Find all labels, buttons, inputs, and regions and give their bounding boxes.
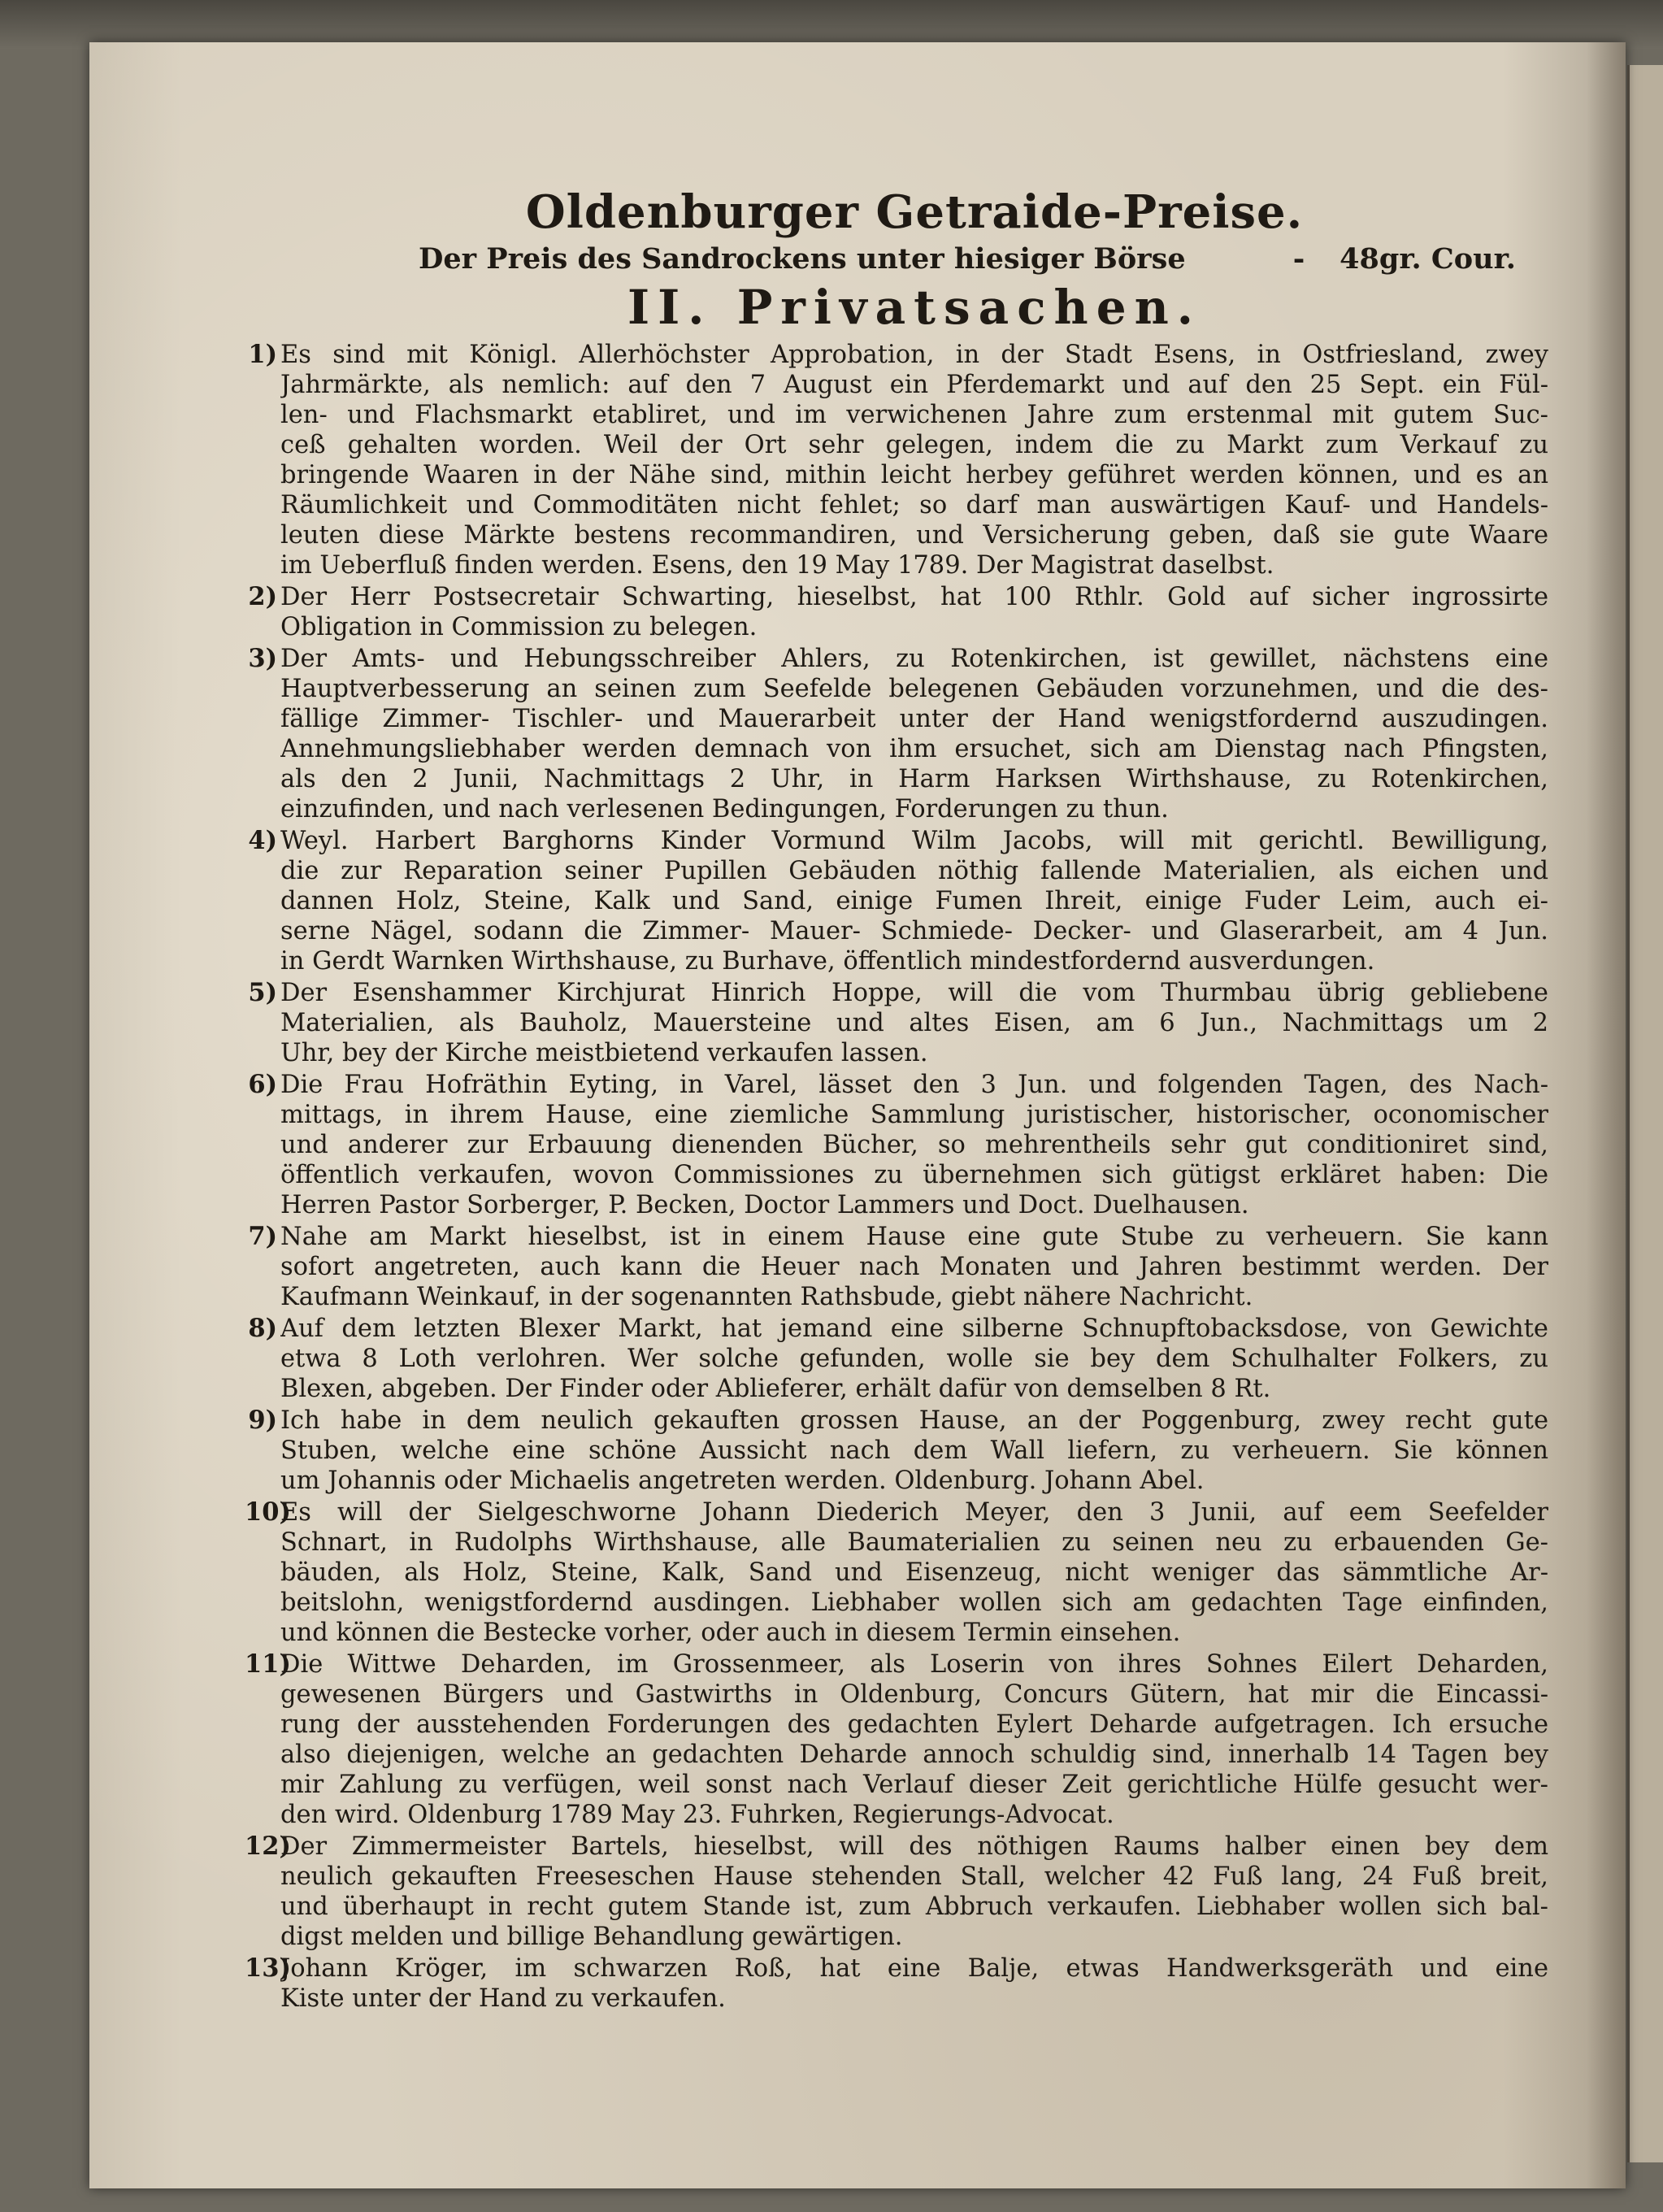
notice-text-line: mir Zahlung zu verfügen, weil sonst nach Verlauf dieser Zeit gerichtliche Hülfe gesucht wer- bbox=[280, 1771, 1548, 1799]
notice-text-line: Blexen, abgeben. Der Finder oder Ablieferer, erhält dafür von demselben 8 Rt. bbox=[280, 1375, 1271, 1403]
notice-text-line: sofort angetreten, auch kann die Heuer nach Monaten und Jahren bestimmt werden. Der bbox=[280, 1253, 1548, 1281]
notice-text-line: und können die Bestecke vorher, oder auch in diesem Termin einsehen. bbox=[280, 1619, 1181, 1647]
notice-item bbox=[245, 1953, 1548, 2014]
notice-number: 12) bbox=[245, 1832, 291, 1861]
notice-text-line: Uhr, bey der Kirche meistbietend verkaufen lassen. bbox=[280, 1039, 928, 1067]
notice-text-line: Nahe am Markt hieselbst, ist in einem Hause eine gute Stube zu verheuern. Sie kann bbox=[280, 1223, 1548, 1251]
price-line bbox=[419, 242, 1548, 280]
notice-text-line: mittags, in ihrem Hause, eine ziemliche Sammlung juristischer, historischer, oconomischer bbox=[280, 1101, 1548, 1129]
notice-text-line: öffentlich verkaufen, wovon Commissiones zu übernehmen sich gütigst erkläret haben: Die bbox=[280, 1161, 1548, 1189]
notice-text-line: bringende Waaren in der Nähe sind, mithin leicht herbey geführet werden können, und es an bbox=[280, 461, 1548, 489]
notice-text-line: Es sind mit Königl. Allerhöchster Approbation, in der Stadt Esens, in Ostfriesland, zwey bbox=[280, 341, 1548, 369]
notice-text-line: in Gerdt Warnken Wirthshause, zu Burhave, öffentlich mindestfordernd ausverdungen. bbox=[280, 947, 1375, 976]
notice-text-line: fällige Zimmer- Tischler- und Mauerarbeit unter der Hand wenigstfordernd auszudingen. bbox=[280, 705, 1548, 733]
notice-item bbox=[248, 340, 1548, 580]
notice-text-line: Auf dem letzten Blexer Markt, hat jemand eine silberne Schnupftobacksdose, von Gewichte bbox=[280, 1315, 1548, 1343]
notice-text-line: bäuden, als Holz, Steine, Kalk, Sand und Eisenzeug, nicht weniger das sämmtliche Ar- bbox=[280, 1558, 1548, 1587]
notice-text-line: Hauptverbesserung an seinen zum Seefelde belegenen Gebäuden vorzunehmen, und die des- bbox=[280, 675, 1548, 703]
notice-number: 10) bbox=[245, 1497, 291, 1527]
notice-text-line: gewesenen Bürgers und Gastwirths in Oldenburg, Concurs Gütern, hat mir die Eincassi- bbox=[280, 1680, 1548, 1709]
notice-item bbox=[245, 1497, 1548, 1648]
notice-text-line: als den 2 Junii, Nachmittags 2 Uhr, in Harm Harksen Wirthshause, zu Rotenkirchen, bbox=[280, 765, 1548, 793]
notice-text-line: digst melden und billige Behandlung gewärtigen. bbox=[280, 1923, 903, 1951]
section-heading: II. Privatsachen. bbox=[627, 280, 1201, 335]
notice-text-line: Herren Pastor Sorberger, P. Becken, Doctor Lammers und Doct. Duelhausen. bbox=[280, 1191, 1249, 1219]
notice-text-line: Jahrmärkte, als nemlich: auf den 7 August ein Pferdemarkt und auf den 25 Sept. ein Fül- bbox=[280, 371, 1548, 399]
notice-item bbox=[248, 644, 1548, 824]
notice-item bbox=[248, 826, 1548, 976]
notice-text-line: leuten diese Märkte bestens recommandiren, und Versicherung geben, daß sie gute Waare bbox=[280, 521, 1548, 550]
notice-text-line: beitslohn, wenigstfordernd ausdingen. Liebhaber wollen sich am gedachten Tage einfinden, bbox=[280, 1588, 1548, 1617]
notice-text-line: einzufinden, und nach verlesenen Bedingungen, Forderungen zu thun. bbox=[280, 795, 1169, 824]
notice-text-line: Räumlichkeit und Commoditäten nicht fehlet; so darf man auswärtigen Kauf- und Handels- bbox=[280, 491, 1548, 519]
price-item-label: Der Preis des Sandrockens unter hiesiger Börse bbox=[419, 242, 1186, 276]
notice-text-line: und überhaupt in recht gutem Stande ist, zum Abbruch verkaufen. Liebhaber wollen sich bal- bbox=[280, 1893, 1548, 1921]
notice-text-line: Johann Kröger, im schwarzen Roß, hat eine Balje, etwas Handwerksgeräth und eine bbox=[280, 1954, 1548, 1983]
notice-item bbox=[248, 1070, 1548, 1220]
notice-text-line: Der Herr Postsecretair Schwarting, hieselbst, hat 100 Rthlr. Gold auf sicher ingrossirte bbox=[280, 583, 1548, 611]
notice-number: 1) bbox=[248, 340, 277, 369]
notice-text-line: Obligation in Commission zu belegen. bbox=[280, 613, 758, 641]
notice-number: 2) bbox=[248, 582, 277, 611]
notice-text-line: Ich habe in dem neulich gekauften grossen Hause, an der Poggenburg, zwey recht gute bbox=[280, 1406, 1548, 1435]
notice-number: 5) bbox=[248, 978, 277, 1007]
notice-number: 6) bbox=[248, 1070, 277, 1099]
notice-item bbox=[248, 978, 1548, 1068]
notice-text-line: und anderer zur Erbauung dienenden Bücher, so mehrentheils sehr gut conditioniret sind, bbox=[280, 1131, 1548, 1159]
notice-text-line: Kiste unter der Hand zu verkaufen. bbox=[280, 1984, 726, 2013]
notice-text-line: Der Amts- und Hebungsschreiber Ahlers, zu Rotenkirchen, ist gewillet, nächstens eine bbox=[280, 645, 1548, 673]
notice-number: 3) bbox=[248, 644, 277, 673]
notices-list bbox=[245, 340, 1548, 2014]
notice-text-line: rung der ausstehenden Forderungen des gedachten Eylert Deharde aufgetragen. Ich ersuche bbox=[280, 1710, 1548, 1739]
notice-item bbox=[245, 1649, 1548, 1830]
notice-item bbox=[248, 1314, 1548, 1404]
notice-text-line: ceß gehalten worden. Weil der Ort sehr gelegen, indem die zu Markt zum Verkauf zu bbox=[280, 431, 1548, 459]
notice-item bbox=[248, 582, 1548, 642]
notice-text-line: Der Esenshammer Kirchjurat Hinrich Hoppe, will die vom Thurmbau übrig gebliebene bbox=[280, 979, 1548, 1007]
price-value: 48gr. Cour. bbox=[1340, 242, 1516, 276]
notice-item bbox=[245, 1832, 1548, 1952]
notice-text-line: Weyl. Harbert Barghorns Kinder Vormund Wilm Jacobs, will mit gerichtl. Bewilligung, bbox=[280, 827, 1548, 855]
notice-text-line: Die Frau Hofräthin Eyting, in Varel, lässet den 3 Jun. und folgenden Tagen, des Nach- bbox=[280, 1071, 1548, 1099]
price-section-title: Oldenburger Getraide-Preise. bbox=[525, 185, 1304, 239]
notice-item bbox=[248, 1406, 1548, 1496]
notice-text-line: Materialien, als Bauholz, Mauersteine und altes Eisen, am 6 Jun., Nachmittags um 2 bbox=[280, 1009, 1548, 1037]
notice-number: 13) bbox=[245, 1953, 291, 1983]
page-binding-shadow bbox=[1587, 42, 1626, 2188]
notice-text-line: Kaufmann Weinkauf, in der sogenannten Rathsbude, giebt nähere Nachricht. bbox=[280, 1283, 1253, 1311]
adjacent-page-edge bbox=[1627, 65, 1663, 2162]
notice-number: 4) bbox=[248, 826, 277, 855]
notice-text-line: Stuben, welche eine schöne Aussicht nach dem Wall liefern, zu verheuern. Sie können bbox=[280, 1436, 1548, 1465]
price-separator: - bbox=[1292, 242, 1305, 276]
notice-number: 8) bbox=[248, 1314, 277, 1343]
notice-item bbox=[248, 1222, 1548, 1312]
notice-text-line: Schnart, in Rudolphs Wirthshause, alle Baumaterialien zu seinen neu zu erbauenden Ge- bbox=[280, 1528, 1548, 1557]
notice-text-line: len- und Flachsmarkt etabliret, und im verwichenen Jahre zum erstenmal mit gutem Suc- bbox=[280, 401, 1548, 429]
notice-text-line: neulich gekauften Freeseschen Hause stehenden Stall, welcher 42 Fuß lang, 24 Fuß breit, bbox=[280, 1862, 1548, 1891]
notice-text-line: dannen Holz, Steine, Kalk und Sand, einige Fumen Ihreit, einige Fuder Leim, auch ei- bbox=[280, 887, 1548, 915]
notice-text-line: Es will der Sielgeschworne Johann Diederich Meyer, den 3 Junii, auf eem Seefelder bbox=[280, 1498, 1548, 1527]
notice-number: 11) bbox=[245, 1649, 291, 1679]
notice-text-line: Die Wittwe Deharden, im Grossenmeer, als Loserin von ihres Sohnes Eilert Deharden, bbox=[280, 1650, 1548, 1679]
notice-text-line: Annehmungsliebhaber werden demnach von ihm ersuchet, sich am Dienstag nach Pfingsten, bbox=[280, 735, 1548, 763]
notice-text-line: also diejenigen, welche an gedachten Deharde annoch schuldig sind, innerhalb 14 Tagen bey bbox=[280, 1740, 1548, 1769]
notice-text-line: im Ueberfluß finden werden. Esens, den 19 May 1789. Der Magistrat daselbst. bbox=[280, 551, 1274, 580]
notice-text-line: Der Zimmermeister Bartels, hieselbst, will des nöthigen Raums halber einen bey dem bbox=[280, 1832, 1548, 1861]
notice-number: 9) bbox=[248, 1406, 277, 1435]
notice-text-line: die zur Reparation seiner Pupillen Gebäuden nöthig fallende Materialien, als eichen und bbox=[280, 857, 1548, 885]
page-content bbox=[245, 138, 1548, 2014]
notice-text-line: um Johannis oder Michaelis angetreten werden. Oldenburg. Johann Abel. bbox=[280, 1467, 1205, 1495]
notice-text-line: serne Nägel, sodann die Zimmer- Mauer- Schmiede- Decker- und Glaserarbeit, am 4 Jun. bbox=[280, 917, 1548, 945]
scanner-backdrop bbox=[0, 0, 1663, 49]
notice-text-line: den wird. Oldenburg 1789 May 23. Fuhrken, Regierungs-Advocat. bbox=[280, 1801, 1114, 1829]
notice-text-line: etwa 8 Loth verlohren. Wer solche gefunden, wolle sie bey dem Schulhalter Folkers, zu bbox=[280, 1345, 1548, 1373]
notice-number: 7) bbox=[248, 1222, 277, 1251]
